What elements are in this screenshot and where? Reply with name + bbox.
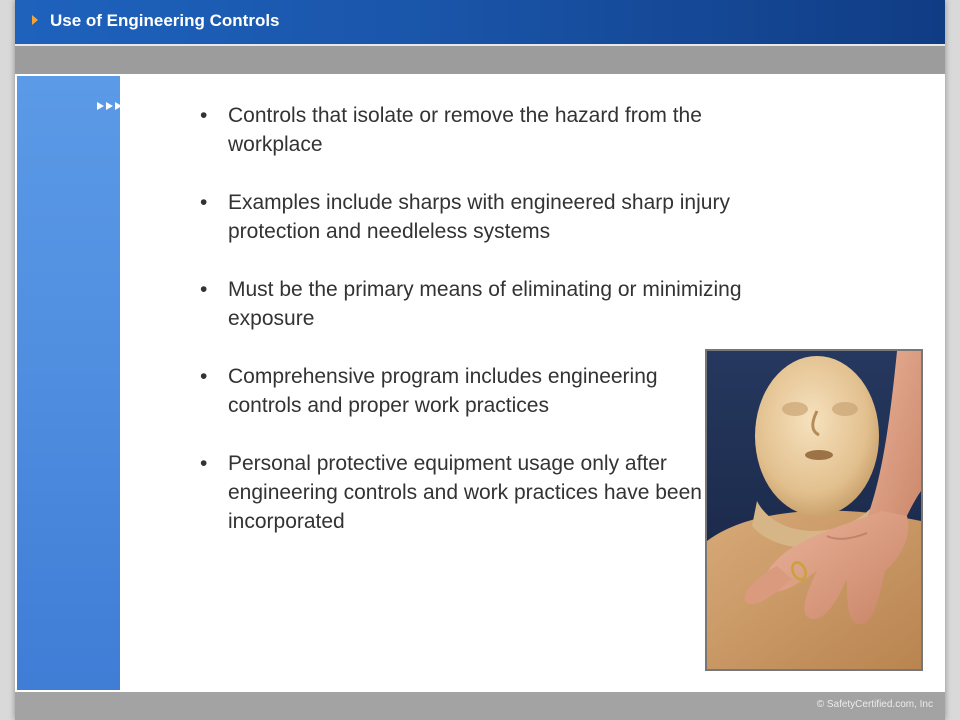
bullet-icon: •	[200, 104, 208, 127]
bullet-icon: •	[200, 191, 208, 214]
bullet-item	[200, 449, 708, 536]
bullet-text: Examples include sharps with engineered sharp injury protection and needleless systems	[228, 191, 730, 243]
bullet-item	[200, 188, 748, 246]
footer-bar	[15, 692, 945, 720]
bullet-item	[200, 275, 748, 333]
slide	[15, 0, 945, 720]
bullet-icon: •	[200, 278, 208, 301]
copyright-text: © SafetyCertified.com, Inc	[816, 699, 933, 710]
header-bar	[15, 0, 945, 44]
bullet-text: Personal protective equipment usage only after engineering controls and work practices have been incorporated	[228, 452, 702, 533]
content-panel	[15, 74, 945, 692]
title-arrow-icon	[32, 15, 38, 25]
bullet-icon: •	[200, 365, 208, 388]
bullet-text: Must be the primary means of eliminating or minimizing exposure	[228, 278, 742, 330]
bullet-list	[200, 101, 740, 565]
triple-arrow-icon	[97, 102, 122, 110]
bullet-text: Controls that isolate or remove the hazard from the workplace	[228, 104, 702, 156]
bullet-icon: •	[200, 452, 208, 475]
side-accent-stripe	[17, 76, 120, 690]
bullet-item	[200, 101, 748, 159]
cpr-photo-illustration	[707, 351, 921, 669]
header-gray-band	[15, 46, 945, 74]
bullet-item	[200, 362, 668, 420]
bullet-text: Comprehensive program includes engineering controls and proper work practices	[228, 365, 658, 417]
page-title: Use of Engineering Controls	[50, 11, 280, 30]
cpr-training-photo	[705, 349, 923, 671]
